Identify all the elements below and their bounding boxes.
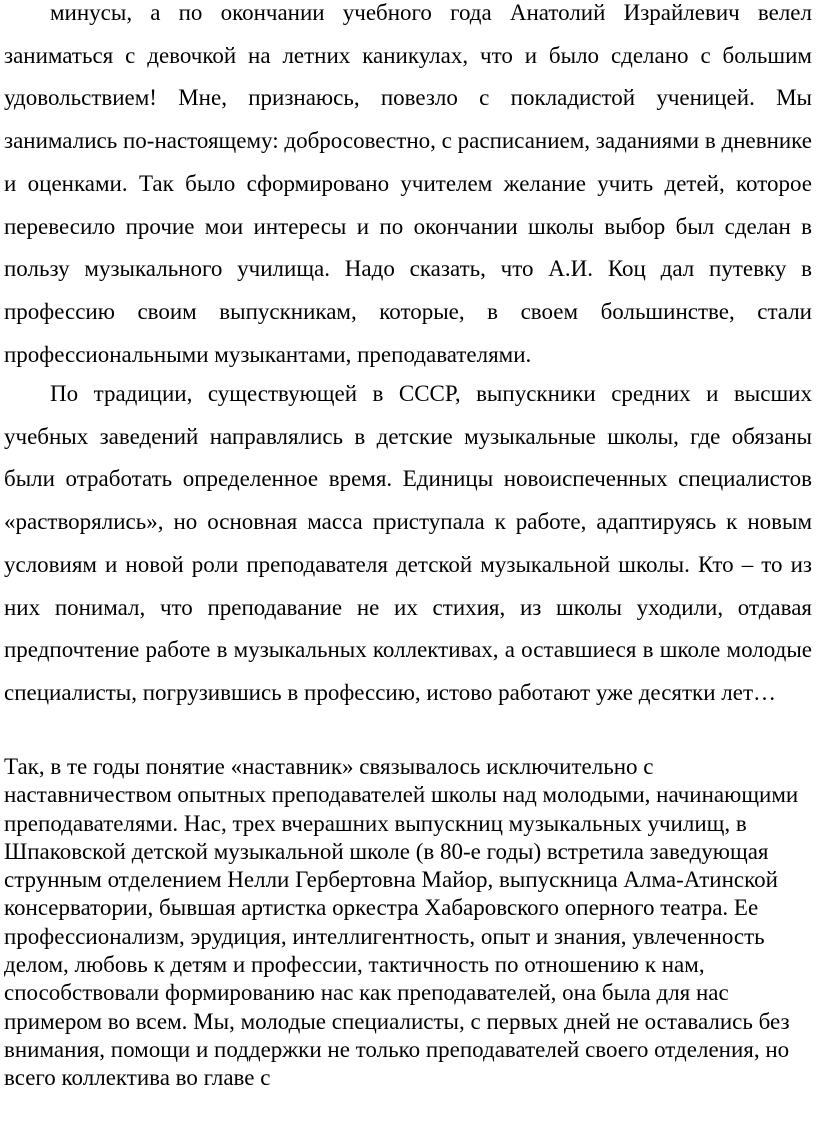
paragraph-1: минусы, а по окончании учебного года Анатолий Израйлевич велел заниматься с девочкой на летних каникулах, что и было сделано с большим удовольствием! Мне, признаюсь, повезло с покладистой ученицей. Мы занимались по-настоящему: добросовестно, с расписанием, заданиями в дневнике и оценками. Так было сформировано учителем желание учить детей, которое перевесило прочие мои интересы и по окончании школы выбор был сделан в пользу музыкального училища. Надо сказать, что А.И. Коц дал путевку в профессию своим выпускникам, которые, в своем большинстве, стали профессиональными музыкантами, преподавателями. (4, 0, 812, 367)
paragraph-2: По традиции, существующей в СССР, выпускники средних и высших учебных заведений направлялись в детские музыкальные школы, где обязаны были отработать определенное время. Единицы новоиспеченных специалистов «растворялись», но основная масса приступала к работе, адаптируясь к новым условиям и новой роли преподавателя детской музыкальной школы. Кто – то из них понимал, что преподавание не их стихия, из школы уходили, отдавая предпочтение работе в музыкальных коллективах, а оставшиеся в школе молодые специалисты, погрузившись в профессию, истово работают уже десятки лет… (4, 381, 812, 705)
paragraph-3: Так, в те годы понятие «наставник» связывалось исключительно с наставничеством опытных преподавателей школы над молодыми, начинающими преподавателями. Нас, трех вчерашних выпускниц музыкальных училищ, в Шпаковской детской музыкальной школе (в 80-е годы) встретила заведующая струнным отделением Нелли Гербертовна Майор, выпускница Алма-Атинской консерватории, бывшая артистка оркестра Хабаровского оперного театра. Ее профессионализм, эрудиция, интеллигентность, опыт и знания, увлеченность делом, любовь к детям и профессии, тактичность по отношению к нам, способствовали формированию нас как преподавателей, она была для нас примером во всем. Мы, молодые специалисты, с первых дней не оставались без внимания, помощи и поддержки не только преподавателей своего отделения, но всего коллектива во главе с (4, 754, 799, 1091)
